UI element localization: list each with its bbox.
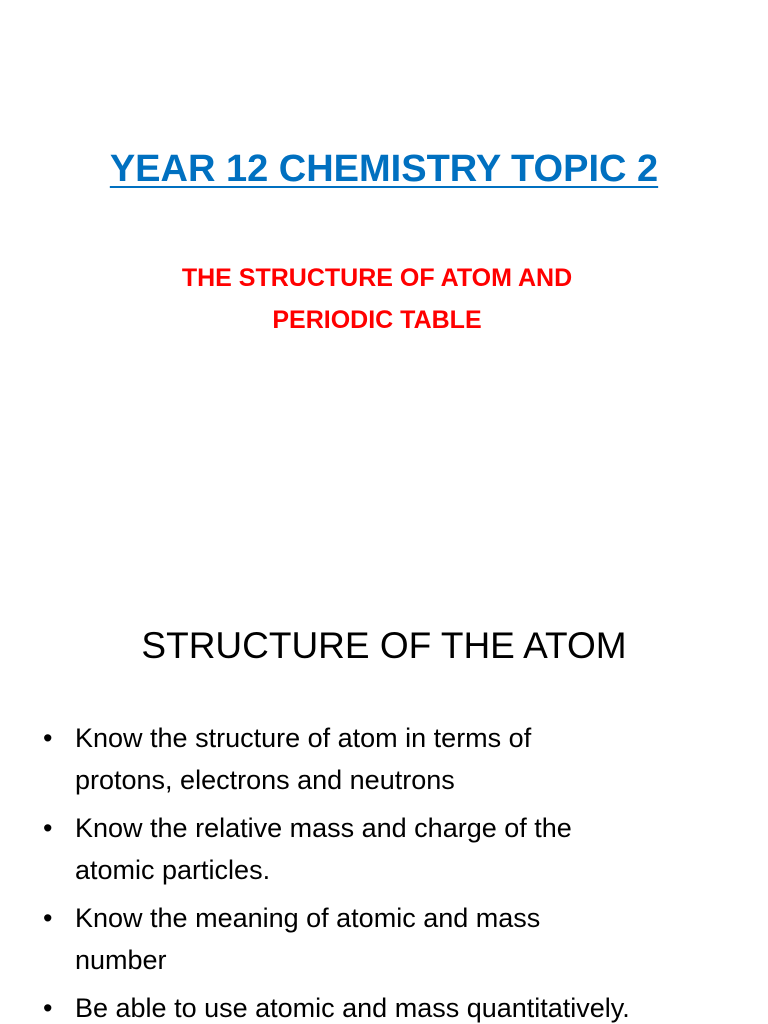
bullet-list [40,717,760,1024]
bullet-item [40,987,760,1024]
bullet-dot-icon: • [43,813,53,843]
slide-content [0,512,768,1024]
bullet-text-line: Know the relative mass and charge of the [75,813,572,843]
bullet-text-line: number [75,945,167,975]
subtitle-line-2: PERIODIC TABLE [272,306,482,334]
subtitle-line-1: THE STRUCTURE OF ATOM AND [181,264,573,292]
bullet-dot-icon: • [43,903,53,933]
bullet-item [40,897,760,981]
bullet-item [40,807,760,891]
slide-title-heading: YEAR 12 CHEMISTRY TOPIC 2 [109,148,659,190]
slide-subtitle [0,257,754,341]
bullet-text-line: Know the structure of atom in terms of [75,723,532,753]
bullet-item [40,717,760,801]
content-slide-heading: STRUCTURE OF THE ATOM [141,625,627,666]
bullet-text-line: Know the meaning of atomic and mass [75,903,541,933]
bullet-dot-icon: • [43,993,53,1023]
bullet-text-line: protons, electrons and neutrons [75,765,455,795]
bullet-text-line: Be able to use atomic and mass quantitatively. [75,993,630,1023]
bullet-dot-icon: • [43,723,53,753]
bullet-text-line: atomic particles. [75,855,271,885]
